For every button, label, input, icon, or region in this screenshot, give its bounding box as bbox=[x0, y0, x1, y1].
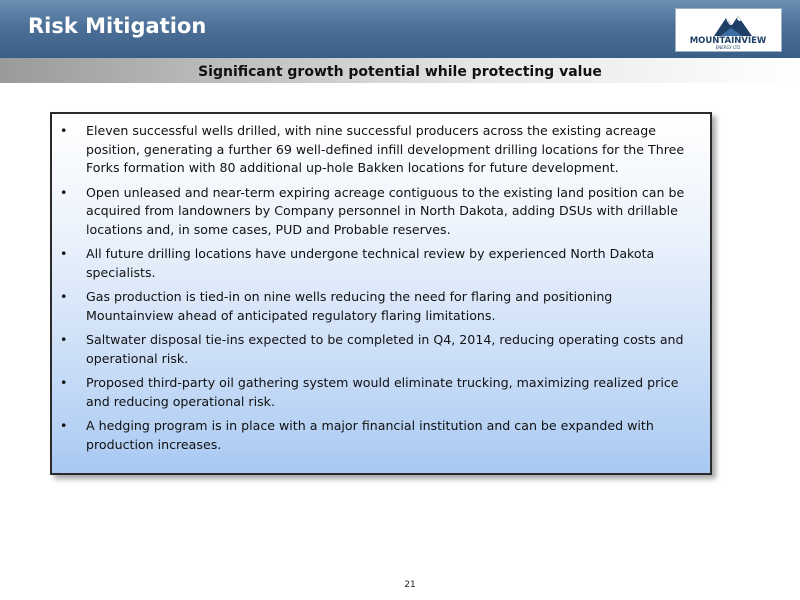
company-logo bbox=[675, 8, 782, 52]
logo-wordmark: MOUNTAINVIEW bbox=[689, 36, 767, 46]
bullet-text: Proposed third-party oil gathering system would eliminate trucking, maximizing realized price and reducing operational risk. bbox=[86, 375, 679, 409]
bullet-icon: • bbox=[60, 246, 68, 261]
slide-title: Risk Mitigation bbox=[28, 14, 207, 38]
logo-subtext: ENERGY LTD bbox=[715, 45, 741, 50]
bullet-item bbox=[60, 122, 700, 178]
bullet-icon: • bbox=[60, 375, 68, 390]
bullet-item bbox=[60, 331, 700, 368]
bullet-text: All future drilling locations have undergone technical review by experienced North Dakota specialists. bbox=[86, 246, 655, 280]
bullet-icon: • bbox=[60, 123, 68, 138]
title-bar bbox=[0, 0, 800, 58]
mountain-logo-icon bbox=[676, 9, 781, 51]
page-number: 21 bbox=[404, 580, 416, 590]
slide-subtitle: Significant growth potential while protecting value bbox=[198, 64, 602, 80]
bullet-text: Saltwater disposal tie-ins expected to be completed in Q4, 2014, reducing operating costs and operational risk. bbox=[86, 332, 684, 366]
bullet-item bbox=[60, 374, 700, 411]
bullet-icon: • bbox=[60, 184, 68, 200]
bullet-icon: • bbox=[60, 332, 68, 347]
bullet-icon: • bbox=[60, 289, 68, 304]
bullet-icon: • bbox=[60, 418, 68, 433]
bullet-item bbox=[60, 417, 700, 454]
bullet-text: A hedging program is in place with a major financial institution and can be expanded with production increases. bbox=[86, 418, 654, 452]
bullet-item bbox=[60, 184, 700, 240]
bullet-text: Open unleased and near-term expiring acreage contiguous to the existing land position can be acquired from landowners by Company personnel in North Dakota, adding DSUs with drillable locations and, in some cases, PUD and Probable reserves. bbox=[86, 184, 685, 237]
bullet-item bbox=[60, 245, 700, 282]
bullet-list bbox=[52, 114, 710, 454]
bullet-text: Eleven successful wells drilled, with nine successful producers across the existing acreage position, generating a further 69 well-defined infill development drilling locations for the Three Forks formation with 80 additional up-hole Bakken locations for future development. bbox=[86, 123, 685, 175]
bullet-item bbox=[60, 288, 700, 325]
bullet-text: Gas production is tied-in on nine wells reducing the need for flaring and positioning Mountainview ahead of anticipated regulatory flaring limitations. bbox=[86, 289, 613, 323]
content-box bbox=[50, 112, 712, 475]
